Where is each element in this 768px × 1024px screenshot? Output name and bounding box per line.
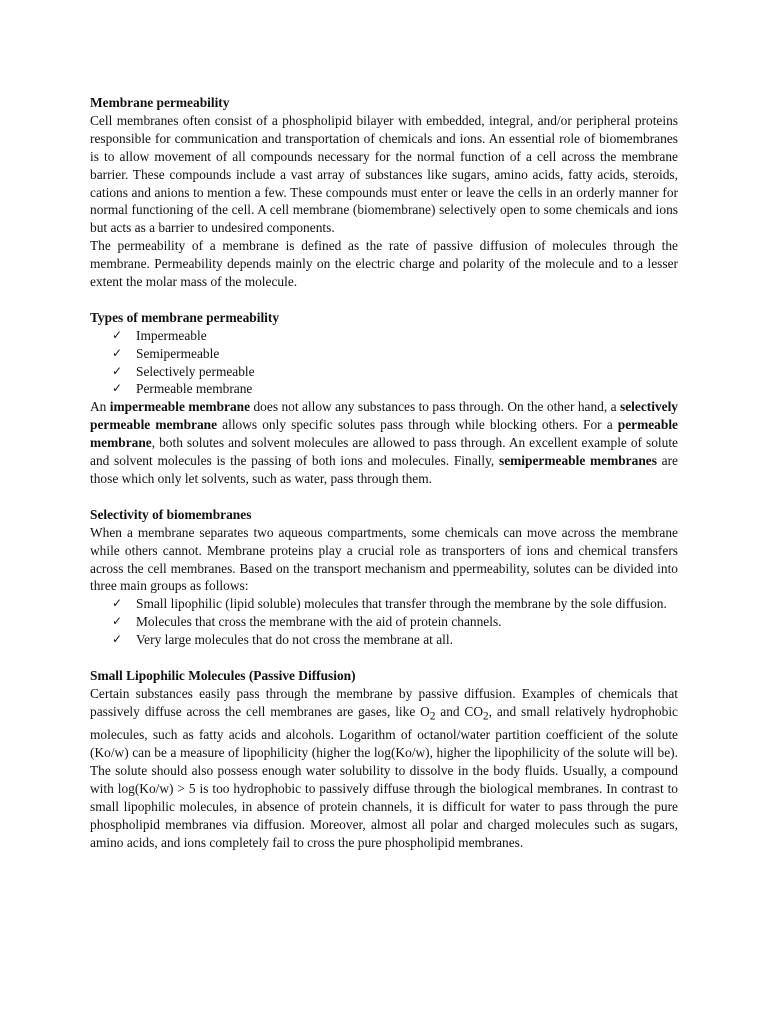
list-item-text: Selectively permeable xyxy=(136,363,255,379)
paragraph-permeability-definition: The permeability of a membrane is defined as the rate of passive diffusion of molecules through the membrane. Permeability depends mainly on the electric charge and polarity of the molecule and to a lesser extent the molar mass of the molecule. xyxy=(90,238,678,290)
text-run: An xyxy=(90,399,110,415)
text-run: allows only specific solutes pass through while blocking others. For a xyxy=(217,417,618,433)
list-item xyxy=(112,327,678,345)
checkmark-icon: ✓ xyxy=(112,596,123,611)
checkmark-icon: ✓ xyxy=(112,632,123,647)
list-item xyxy=(112,613,678,631)
text-run: , both solutes and solvent molecules are allowed to pass through. An excellent example of solute and solvent molecules is the passing of both ions and molecules. Finally, xyxy=(90,435,678,469)
checkmark-icon: ✓ xyxy=(112,381,123,396)
spacer xyxy=(90,291,678,309)
types-checklist xyxy=(90,327,678,399)
checkmark-icon: ✓ xyxy=(112,614,123,629)
paragraph-selectivity: When a membrane separates two aqueous compartments, some chemicals can move across the membrane while others cannot. Membrane proteins play a crucial role as transporters of ions and chemical transfers across the cell membranes. Based on the transport mechanism and ppermeability, solutes can be divided into three main groups as follows: xyxy=(90,524,678,594)
subscript: 2 xyxy=(429,710,436,723)
section-heading-membrane-permeability: Membrane permeability xyxy=(90,95,230,110)
section-heading-selectivity: Selectivity of biomembranes xyxy=(90,506,252,522)
section-heading-types: Types of membrane permeability xyxy=(90,309,280,325)
bold-term: selectively permeable membrane xyxy=(90,399,678,433)
spacer xyxy=(90,649,678,667)
text-run: , and small relatively hydrophobic molecules, such as fatty acids and alcohols. Logarithm of octanol/water partition coefficient of the solute (Ko/w) can be a measure of lipophilicity (higher the log(Ko/w), higher the lipophilicity of the solute will be). The solute should also possess enough water solubility to dissolve in the body fluids. Usually, a compound with log(Ko/w) > 5 is too hydrophobic to passively diffuse through the biological membranes. In contrast to small lipophilic molecules, in absence of protein channels, it is difficult for water to pass through the pure phospholipid membranes via diffusion. Moreover, almost all polar and charged molecules such as sugars, amino acids, and ions completely fail to cross the pure phospholipid membranes. xyxy=(90,703,678,850)
bold-term: semipermeable membranes xyxy=(499,453,657,469)
text-run: are those which only let solvents, such as water, pass through them. xyxy=(90,453,678,487)
list-item-text: Permeable membrane xyxy=(136,381,253,397)
subscript: 2 xyxy=(483,710,489,723)
list-item xyxy=(112,345,678,363)
list-item-text: Very large molecules that do not cross the membrane at all. xyxy=(136,632,453,648)
list-item xyxy=(112,631,678,649)
checkmark-icon: ✓ xyxy=(112,327,123,342)
section-heading-small-lipophilic: Small Lipophilic Molecules (Passive Diffusion) xyxy=(90,667,356,683)
checkmark-icon: ✓ xyxy=(112,345,123,360)
text-run: and CO xyxy=(435,703,484,719)
list-item-text: Molecules that cross the membrane with the aid of protein channels. xyxy=(136,614,502,630)
text-run: Certain substances easily pass through the membrane by passive diffusion. Examples of chemicals that passively diffuse across the cell membranes are gases, like O xyxy=(90,685,678,719)
list-item-text: Semipermeable xyxy=(136,345,220,361)
list-item xyxy=(112,363,678,381)
paragraph-cell-membranes: Cell membranes often consist of a phospholipid bilayer with embedded, integral, and/or peripheral proteins responsible for communication and transportation of chemicals and ions. An essential role of biomembranes is to allow movement of all compounds necessary for the normal function of a cell across the membrane barrier. These compounds include a vast array of substances like sugars, amino acids, fatty acids, steroids, cations and anions to mention a few. These compounds must enter or leave the cells in an orderly manner for normal functioning of the cell. A cell membrane (biomembrane) selectively open to some chemicals and ions but acts as a barrier to undesired components. xyxy=(90,112,678,236)
paragraph-passive-diffusion xyxy=(90,685,678,852)
list-item xyxy=(112,595,678,613)
bold-term: permeable membrane xyxy=(90,417,678,451)
checkmark-icon: ✓ xyxy=(112,363,123,378)
list-item xyxy=(112,380,678,398)
bold-term: impermeable membrane xyxy=(109,399,251,415)
text-run: does not allow any substances to pass through. On the other hand, a xyxy=(250,399,620,415)
list-item-text: Small lipophilic (lipid soluble) molecules that transfer through the membrane by the sole diffusion. xyxy=(136,596,667,612)
list-item-text: Impermeable xyxy=(136,327,207,343)
paragraph-types-explanation xyxy=(90,398,678,488)
spacer xyxy=(90,488,678,506)
selectivity-checklist xyxy=(90,595,678,649)
